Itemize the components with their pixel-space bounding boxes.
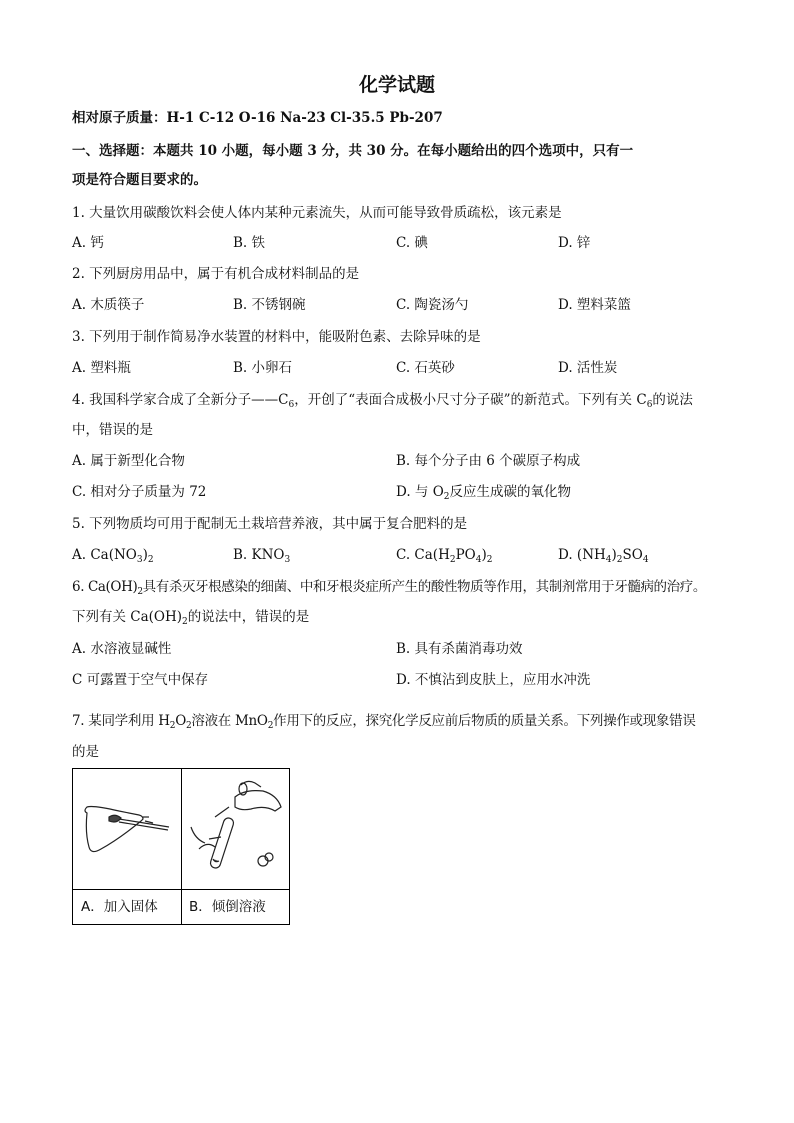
q6-stem-line-1: 6. $Ca(OH)_2$具有杀灭牙根感染的细菌、中和牙根炎症所产生的酸性物质等作用，其制剂常用于牙髓病的治疗。 xyxy=(72,579,706,597)
q1-option-c: C. 碘 xyxy=(396,235,428,251)
q4-stem-line-1: 4. 我国科学家合成了全新分子$——C_6$，开创了“表面合成极小尺寸分子碳”的新范式。下列有关 $C_6$的说法 xyxy=(72,392,693,410)
q3-option-d: D. 活性炭 xyxy=(558,360,618,376)
q4-option-b: B. 每个分子由 6 个碳原子构成 xyxy=(396,453,581,469)
q5-option-d: D. $(NH_4)_2SO_4$ xyxy=(558,547,649,565)
caption-b: B．倾倒溶液 xyxy=(189,899,266,915)
q6-option-b: B. 具有杀菌消毒功效 xyxy=(396,641,523,657)
q5-stem: 5. 下列物质均可用于配制无土栽培营养液，其中属于复合肥料的是 xyxy=(72,516,468,532)
q6-stem-line-2: 下列有关 $Ca(OH)_2$的说法中，错误的是 xyxy=(72,609,310,627)
q1-stem: 1. 大量饮用碳酸饮料会使人体内某种元素流失，从而可能导致骨质疏松，该元素是 xyxy=(72,205,562,221)
q5-option-a: A. $Ca(NO_3)_2$ xyxy=(72,547,154,565)
q4-stem-line-2: 中，错误的是 xyxy=(72,422,153,438)
q3-option-a: A. 塑料瓶 xyxy=(72,360,131,376)
caption-a: A．加入固体 xyxy=(81,899,158,915)
q4-option-d: D. 与 $O_2$反应生成碳的氧化物 xyxy=(396,484,572,502)
q2-option-b: B. 不锈钢碗 xyxy=(233,297,306,313)
q7-stem-line-1: 7. 某同学利用 $H_2O_2$溶液在 MnO$_2$作用下的反应，探究化学反应前后物质的质量关系。下列操作或现象错误 xyxy=(72,713,696,731)
section-heading-line-1: 一、选择题：本题共 10 小题，每小题 3 分，共 30 分。在每小题给出的四个选项中，只有一 xyxy=(72,143,634,159)
table-divider-horizontal xyxy=(73,889,289,890)
q4-option-c: C. 相对分子质量为 72 xyxy=(72,484,207,500)
q1-option-a: A. 钙 xyxy=(72,235,104,251)
q2-option-c: C. 陶瓷汤勺 xyxy=(396,297,469,313)
table-divider-vertical xyxy=(181,769,182,924)
q3-option-b: B. 小卵石 xyxy=(233,360,293,376)
q7-stem-line-2: 的是 xyxy=(72,744,99,760)
q6-option-c: C 可露置于空气中保存 xyxy=(72,672,209,688)
pouring-test-tube-illustration xyxy=(185,777,285,881)
q3-option-c: C. 石英砂 xyxy=(396,360,455,376)
q6-option-a: A. 水溶液显碱性 xyxy=(72,641,172,657)
page-title: 化学试题 xyxy=(358,74,435,96)
q6-option-d: D. 不慎沾到皮肤上，应用水冲洗 xyxy=(396,672,591,688)
q2-option-d: D. 塑料菜篮 xyxy=(558,297,631,313)
atomic-mass-line: 相对原子质量：H-1 C-12 O-16 Na-23 Cl-35.5 Pb-207 xyxy=(72,110,443,126)
section-heading-line-2: 项是符合题目要求的。 xyxy=(72,172,207,188)
q4-option-a: A. 属于新型化合物 xyxy=(72,453,185,469)
q7-figure-table xyxy=(72,768,290,925)
q1-option-b: B. 铁 xyxy=(233,235,266,251)
q2-stem: 2. 下列厨房用品中，属于有机合成材料制品的是 xyxy=(72,266,360,282)
flask-spatula-illustration xyxy=(79,777,175,881)
q3-stem: 3. 下列用于制作简易净水装置的材料中，能吸附色素、去除异味的是 xyxy=(72,329,481,345)
q2-option-a: A. 木质筷子 xyxy=(72,297,145,313)
q1-option-d: D. 锌 xyxy=(558,235,591,251)
q5-option-c: C. $Ca(H_2PO_4)_2$ xyxy=(396,547,493,565)
q5-option-b: B. $KNO_3$ xyxy=(233,547,291,565)
